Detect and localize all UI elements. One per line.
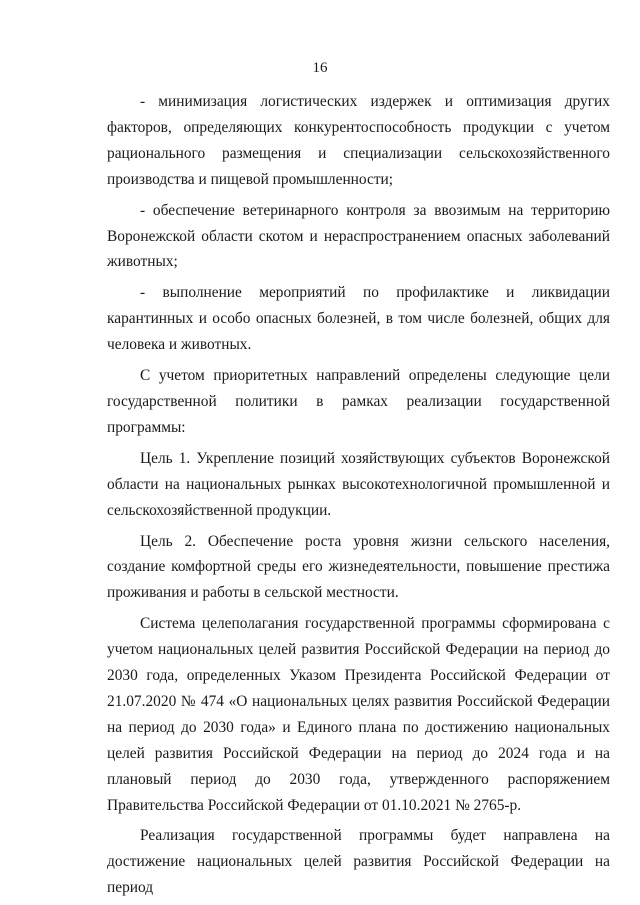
paragraph: Цель 2. Обеспечение роста уровня жизни сельского населения, создание комфортной среды его жизнедеятельности, повышение престижа проживания и работы в сельской местности. [107, 532, 610, 602]
paragraph: С учетом приоритетных направлений определены следующие цели государственной политики в рамках реализации государственной программы: [107, 367, 610, 436]
paragraph: - выполнение мероприятий по профилактике и ликвидации карантинных и особо опасных болезней, в том числе болезней, общих для человека и животных. [107, 284, 610, 354]
paragraph: - обеспечение ветеринарного контроля за ввозимым на территорию Воронежской области скотом и нераспространением опасных заболеваний животных; [107, 201, 610, 271]
paragraph: Реализация государственной программы будет направлена на достижение национальных целей развития Российской Федерации на период [107, 827, 610, 897]
paragraph: Цель 1. Укрепление позиций хозяйствующих субъектов Воронежской области на национальных рынках высокотехнологичной промышленной и сельскохозяйственной продукции. [107, 449, 610, 519]
page-number: 16 [312, 60, 328, 76]
paragraph: Система целеполагания государственной программы сформирована с учетом национальных целей развития Российской Федерации на период до 2030 года, определенных Указом Президента Российской Федерации от 21.07.2020 № 474 «О национальных целях развития Российской Федерации на период до 2030 года» и Единого плана по достижению национальных целей развития Российской Федерации на период до 2024 года и на плановый период до 2030 года, утвержденного распоряжением Правительства Российской Федерации от 01.10.2021 № 2765-р. [107, 615, 610, 814]
paragraph: - минимизация логистических издержек и оптимизация других факторов, определяющих конкурентоспособность продукции с учетом рационального размещения и специализации сельскохозяйственного производства и пищевой промышленности; [107, 93, 610, 188]
body-text [107, 89, 610, 901]
